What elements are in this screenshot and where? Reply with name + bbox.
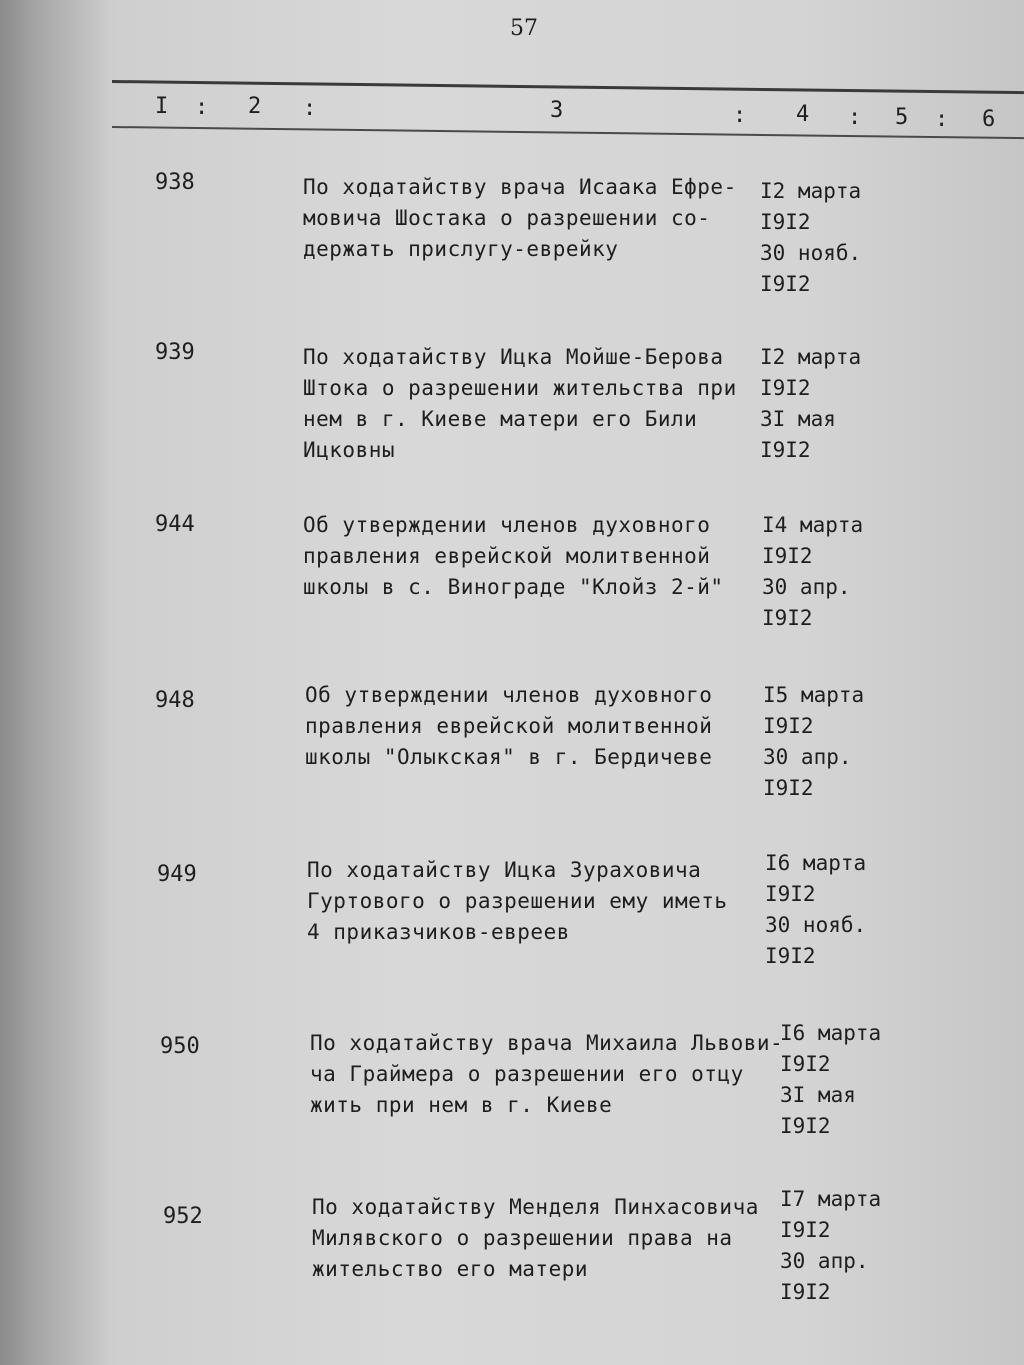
- row-description: [307, 855, 728, 948]
- end-date: 3I мая: [760, 407, 836, 431]
- start-date: I2 марта: [760, 179, 862, 203]
- row-description: [312, 1192, 759, 1285]
- description-line: По ходатайству Ицка Зураховича: [307, 858, 702, 882]
- end-date: 3I мая: [780, 1083, 856, 1107]
- start-date: I7 марта: [780, 1187, 882, 1211]
- row-dates: [780, 1018, 881, 1142]
- start-year: I9I2: [760, 210, 811, 234]
- header-separator: :: [935, 107, 949, 132]
- header-col-6: 6: [982, 107, 996, 132]
- description-line: 4 приказчиков-евреев: [307, 920, 570, 944]
- row-number: 944: [155, 512, 195, 537]
- row-number: 950: [160, 1034, 200, 1059]
- start-date: I4 марта: [762, 513, 864, 537]
- end-year: I9I2: [763, 776, 814, 800]
- row-description: [305, 680, 712, 773]
- end-year: I9I2: [780, 1280, 831, 1304]
- description-line: По ходатайству врача Михаила Львови-: [310, 1031, 784, 1055]
- header-separator: :: [848, 105, 862, 130]
- description-line: По ходатайству врача Исаака Ефре-: [303, 175, 737, 199]
- start-year: I9I2: [780, 1218, 831, 1242]
- row-number: 949: [157, 862, 197, 887]
- description-line: По ходатайству Ицка Мойше-Берова: [303, 345, 724, 369]
- description-line: Об утверждении членов духовного: [303, 513, 711, 537]
- row-number: 952: [163, 1204, 203, 1229]
- description-line: Милявского о разрешении права на: [312, 1226, 733, 1250]
- row-dates: [763, 680, 864, 804]
- description-line: Гуртового о разрешении ему иметь: [307, 889, 728, 913]
- start-date: I5 марта: [763, 683, 865, 707]
- description-line: жить при нем в г. Киеве: [310, 1093, 613, 1117]
- header-separator: :: [733, 103, 747, 128]
- start-date: I6 марта: [780, 1021, 882, 1045]
- end-date: 30 апр.: [762, 575, 851, 599]
- row-number: 948: [155, 688, 195, 713]
- row-description: [303, 342, 737, 466]
- end-year: I9I2: [760, 438, 811, 462]
- start-year: I9I2: [780, 1052, 831, 1076]
- header-separator: :: [195, 95, 209, 120]
- start-date: I2 марта: [760, 345, 862, 369]
- description-line: мовича Шостака о разрешении со-: [303, 206, 711, 230]
- start-year: I9I2: [765, 882, 816, 906]
- row-dates: [760, 176, 861, 300]
- description-line: нем в г. Киеве матери его Били: [303, 407, 698, 431]
- row-dates: [780, 1184, 881, 1308]
- page-number: 57: [510, 16, 538, 41]
- row-description: [310, 1028, 783, 1121]
- start-date: I6 марта: [765, 851, 867, 875]
- row-dates: [765, 848, 866, 972]
- description-line: школы "Олыкская" в г. Бердичеве: [305, 745, 713, 769]
- description-line: Ицковны: [303, 438, 396, 462]
- end-year: I9I2: [762, 606, 813, 630]
- description-line: Штока о разрешении жительства при: [303, 376, 737, 400]
- header-col-1: I: [155, 94, 169, 119]
- header-col-5: 5: [895, 105, 909, 130]
- description-line: Об утверждении членов духовного: [305, 683, 713, 707]
- row-description: [303, 510, 724, 603]
- header-col-4: 4: [796, 102, 810, 127]
- end-date: 30 апр.: [763, 745, 852, 769]
- end-date: 30 апр.: [780, 1249, 869, 1273]
- start-year: I9I2: [762, 544, 813, 568]
- description-line: По ходатайству Менделя Пинхасовича: [312, 1195, 759, 1219]
- description-line: правления еврейской молитвенной: [303, 544, 711, 568]
- header-rule-top: [112, 80, 1024, 94]
- row-description: [303, 172, 737, 265]
- description-line: правления еврейской молитвенной: [305, 714, 713, 738]
- end-date: 30 нояб.: [765, 913, 867, 937]
- row-dates: [760, 342, 861, 466]
- end-year: I9I2: [765, 944, 816, 968]
- description-line: держать прислугу-еврейку: [303, 237, 619, 261]
- page-shadow: [0, 0, 110, 1365]
- header-col-3: 3: [550, 98, 564, 123]
- row-dates: [762, 510, 863, 634]
- end-year: I9I2: [780, 1114, 831, 1138]
- end-date: 30 нояб.: [760, 241, 862, 265]
- header-col-2: 2: [248, 94, 262, 119]
- description-line: жительство его матери: [312, 1257, 589, 1281]
- description-line: ча Граймера о разрешении его отцу: [310, 1062, 744, 1086]
- header-rule-bottom: [112, 126, 1024, 139]
- start-year: I9I2: [763, 714, 814, 738]
- start-year: I9I2: [760, 376, 811, 400]
- row-number: 938: [155, 170, 195, 195]
- end-year: I9I2: [760, 272, 811, 296]
- description-line: школы в с. Винограде "Клойз 2-й": [303, 575, 724, 599]
- row-number: 939: [155, 340, 195, 365]
- header-separator: :: [303, 96, 317, 121]
